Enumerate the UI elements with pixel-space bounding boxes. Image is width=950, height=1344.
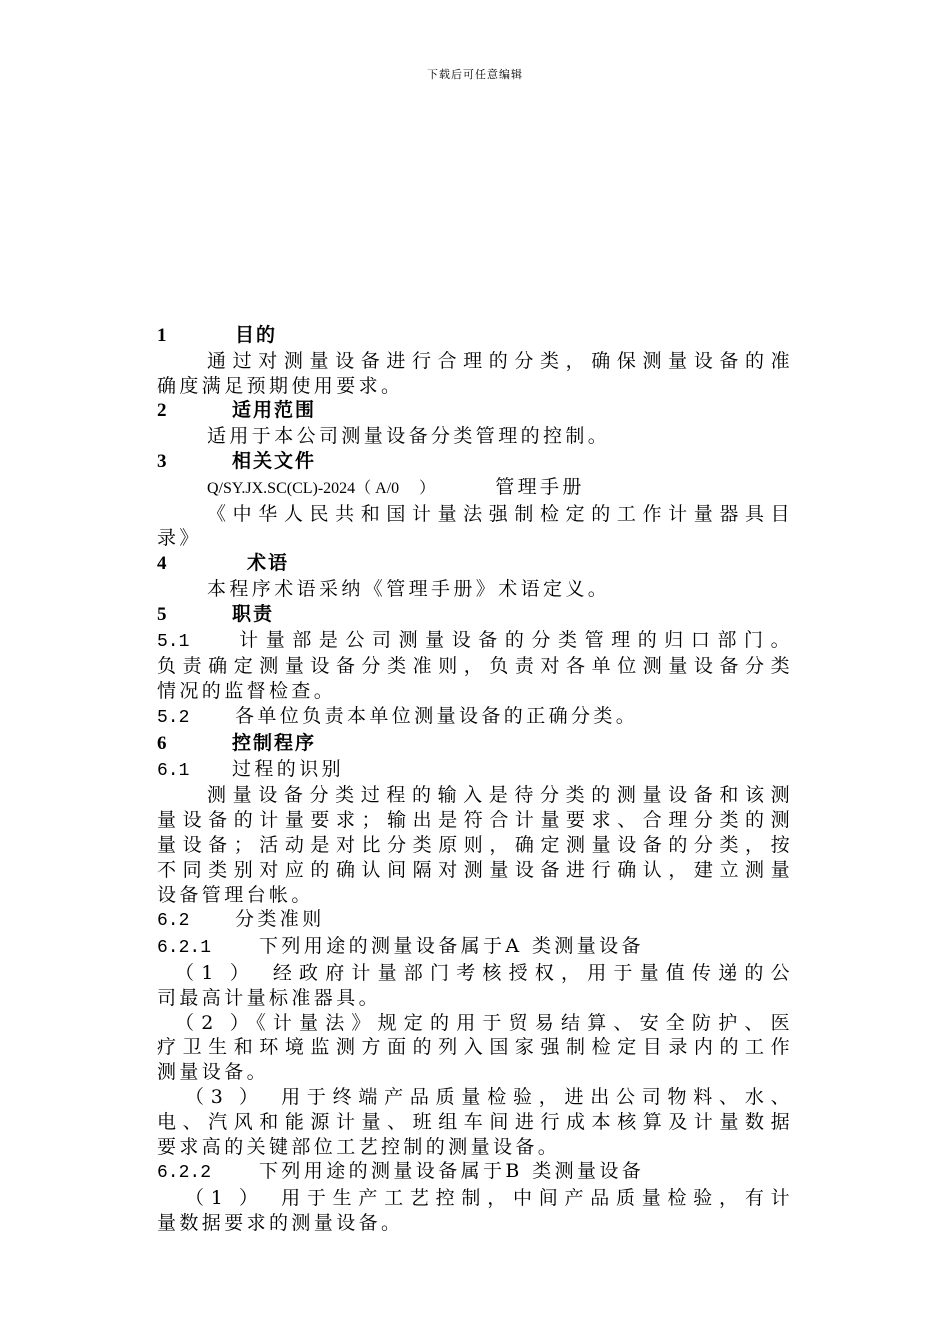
subsection-6-2-1	[157, 934, 793, 961]
section-heading-2	[157, 398, 793, 424]
related-document-line	[157, 475, 793, 502]
subsection-text: 计量部是公司测量设备的分类管理的归口部门。	[235, 628, 793, 651]
section-heading-4	[157, 551, 793, 577]
section-number: 6	[157, 732, 167, 754]
subsection-number: 6.2	[157, 911, 190, 932]
subsection-5-1	[157, 628, 793, 655]
section-title: 相关文件	[232, 449, 317, 472]
subsection-number: 6.2.1	[157, 938, 212, 959]
list-item-a3: （3 ） 用于终端产品质量检验，进出公司物料、水、	[185, 1085, 793, 1108]
paragraph-line: 测量设备分类过程的输入是待分类的测量设备和该测	[207, 784, 793, 807]
paragraph-line: 情况的监督检查。	[157, 680, 337, 703]
subsection-title: 下列用途的测量设备属于A 类测量设备	[259, 935, 644, 958]
section-title: 职责	[232, 602, 275, 625]
document-title: 管理手册	[495, 475, 585, 498]
subsection-title: 下列用途的测量设备属于B 类测量设备	[259, 1160, 645, 1183]
section-number: 2	[157, 400, 167, 422]
subsection-6-1	[157, 757, 793, 784]
section-heading-6	[157, 731, 793, 757]
paragraph-line: 通过对测量设备进行合理的分类，确保测量设备的准	[207, 349, 793, 372]
section-title: 目的	[235, 324, 278, 346]
subsection-number: 6.1	[157, 760, 190, 781]
paragraph-line: 《中华人民共和国计量法强制检定的工作计量器具目	[207, 502, 793, 525]
paragraph-line: 确度满足预期使用要求。	[157, 374, 404, 397]
paragraph-line: 量设备的计量要求；输出是符合计量要求、合理分类的测	[157, 809, 793, 832]
document-code: Q/SY.JX.SC(CL)-2024（ A/0 ）	[207, 479, 436, 497]
paragraph-line: 测量设备。	[157, 1061, 270, 1084]
section-heading-5	[157, 602, 793, 628]
list-item-a1: （1 ） 经政府计量部门考核授权，用于量值传递的公	[175, 961, 793, 984]
section-title: 术语	[247, 552, 290, 575]
paragraph-line: 量设备；活动是对比分类原则，确定测量设备的分类，按	[157, 833, 793, 856]
section-heading-3	[157, 449, 793, 475]
paragraph-line: 设备管理台帐。	[157, 883, 314, 906]
subsection-title: 分类准则	[235, 908, 325, 931]
paragraph-line: 录》	[157, 527, 202, 550]
page-header: 下载后可任意编辑	[427, 68, 523, 81]
section-title: 控制程序	[232, 731, 317, 754]
subsection-text: 各单位负责本单位测量设备的正确分类。	[235, 704, 639, 727]
subsection-number: 5.2	[157, 707, 190, 728]
list-item-a2: （2 ）《计量法》规定的用于贸易结算、安全防护、医	[175, 1011, 793, 1034]
section-heading-1	[157, 323, 793, 349]
subsection-title: 过程的识别	[232, 757, 345, 780]
section-number: 4	[157, 553, 167, 575]
subsection-number: 5.1	[157, 631, 190, 652]
paragraph-line: 适用于本公司测量设备分类管理的控制。	[207, 425, 611, 448]
section-number: 1	[157, 325, 167, 346]
paragraph-line: 负责确定测量设备分类准则，负责对各单位测量设备分类	[157, 655, 793, 678]
paragraph-line: 司最高计量标准器具。	[157, 986, 382, 1009]
subsection-number: 6.2.2	[157, 1163, 212, 1184]
section-number: 5	[157, 603, 167, 625]
section-title: 适用范围	[232, 399, 317, 422]
subsection-6-2	[157, 907, 793, 934]
paragraph-line: 本程序术语采纳《管理手册》术语定义。	[207, 577, 611, 600]
paragraph-line: 不同类别对应的确认间隔对测量设备进行确认，建立测量	[157, 858, 793, 881]
list-item-b1: （1 ） 用于生产工艺控制，中间产品质量检验，有计	[185, 1187, 793, 1210]
paragraph-line: 疗卫生和环境监测方面的列入国家强制检定目录内的工作	[157, 1036, 793, 1059]
subsection-6-2-2	[157, 1159, 793, 1186]
document-body	[157, 323, 793, 1236]
paragraph-line: 要求高的关键部位工艺控制的测量设备。	[157, 1135, 561, 1158]
subsection-5-2	[157, 704, 793, 731]
paragraph-line: 电、汽风和能源计量、班组车间进行成本核算及计量数据	[157, 1110, 793, 1133]
paragraph-line: 量数据要求的测量设备。	[157, 1211, 404, 1234]
section-number: 3	[157, 450, 167, 472]
